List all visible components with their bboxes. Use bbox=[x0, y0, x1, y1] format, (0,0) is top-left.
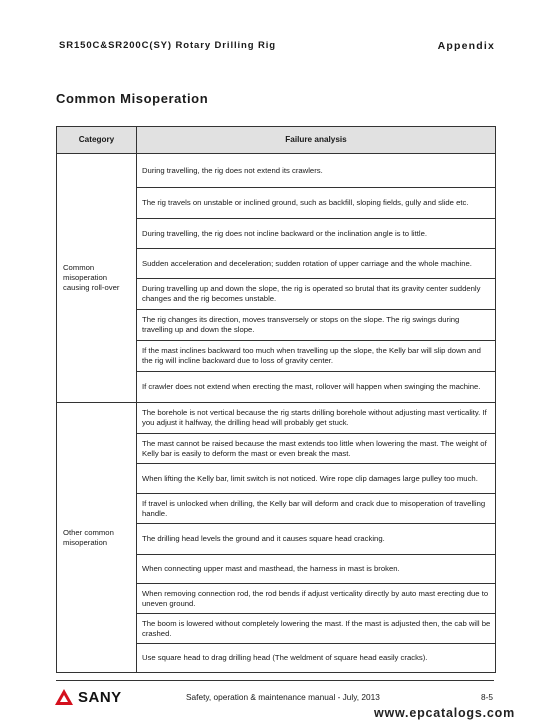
category-label: Other common misoperation bbox=[63, 527, 114, 547]
failure-cell: During travelling, the rig does not incline backward or the inclination angle is to little. bbox=[137, 219, 496, 249]
failure-cell: When connecting upper mast and masthead, the harness in mast is broken. bbox=[137, 555, 496, 584]
failure-cell: During travelling up and down the slope, the rig is operated so brutal that its gravity center suddenly changes and the rig becomes unstable. bbox=[137, 279, 496, 310]
failure-cell: The boom is lowered without completely lowering the mast. If the mast is adjusted then, the cab will be crashed. bbox=[137, 614, 496, 644]
failure-cell: When removing connection rod, the rod bends if adjust verticality directly by auto mast erecting due to uneven ground. bbox=[137, 584, 496, 614]
failure-cell: The rig travels on unstable or inclined ground, such as backfill, sloping fields, gully and slide etc. bbox=[137, 188, 496, 219]
table-header-row bbox=[57, 127, 496, 154]
failure-cell: The drilling head levels the ground and it causes square head cracking. bbox=[137, 524, 496, 555]
category-cell bbox=[57, 403, 137, 673]
column-header-failure-analysis: Failure analysis bbox=[137, 127, 496, 154]
watermark: www.epcatalogs.com bbox=[373, 706, 515, 720]
brand-name: SANY bbox=[78, 688, 122, 706]
manual-title: SR150C&SR200C(SY) Rotary Drilling Rig bbox=[59, 40, 277, 51]
failure-cell: The borehole is not vertical because the rig starts drilling borehole without adjusting mast verticality. If you adjust it halfway, the drilling head will probably get stuck. bbox=[137, 403, 496, 434]
table-row bbox=[57, 403, 496, 434]
column-header-category: Category bbox=[57, 127, 137, 154]
failure-cell: The rig changes its direction, moves transversely or stops on the slope. The rig swings during travelling up and down the slope. bbox=[137, 310, 496, 341]
failure-cell: When lifting the Kelly bar, limit switch is not noticed. Wire rope clip damages large pulley too much. bbox=[137, 464, 496, 494]
failure-cell: During travelling, the rig does not extend its crawlers. bbox=[137, 154, 496, 188]
sany-logo-icon bbox=[54, 688, 74, 706]
failure-cell: If travel is unlocked when drilling, the Kelly bar will deform and crack due to misoperation of travelling handle. bbox=[137, 494, 496, 524]
category-label: Common misoperation causing roll-over bbox=[63, 263, 120, 292]
failure-cell: Sudden acceleration and deceleration; sudden rotation of upper carriage and the whole machine. bbox=[137, 249, 496, 279]
footer-divider bbox=[56, 680, 494, 681]
failure-cell: Use square head to drag drilling head (The weldment of square head easily cracks). bbox=[137, 644, 496, 673]
category-cell bbox=[57, 154, 137, 403]
table-row bbox=[57, 154, 496, 188]
failure-cell: The mast cannot be raised because the mast extends too little when lowering the mast. The weight of Kelly bar is easily to deform the mast or even break the mast. bbox=[137, 434, 496, 464]
footer-manual-info: Safety, operation & maintenance manual - July, 2013 bbox=[186, 692, 380, 702]
sany-logo bbox=[54, 688, 122, 706]
section-name: Appendix bbox=[437, 40, 495, 52]
failure-cell: If crawler does not extend when erecting the mast, rollover will happen when swinging the machine. bbox=[137, 372, 496, 403]
misoperation-table bbox=[56, 126, 496, 673]
page-title: Common Misoperation bbox=[56, 91, 209, 106]
failure-cell: If the mast inclines backward too much when travelling up the slope, the Kelly bar will slip down and the rig will incline backward due to loss of gravity center. bbox=[137, 341, 496, 372]
page-number: 8-5 bbox=[481, 692, 493, 702]
